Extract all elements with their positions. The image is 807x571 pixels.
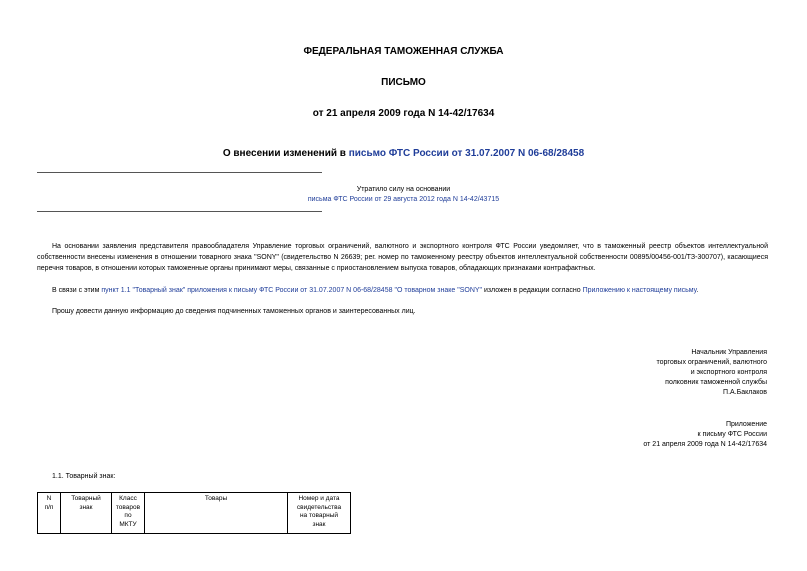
status-text: Утратило силу на основании — [356, 186, 451, 193]
section-title: 1.1. Товарный знак: — [52, 473, 116, 480]
body-paragraph-1: На основании заявления представителя правообладателя Управление торговых ограничений, валютного и экспортного контроля ФТС России уведомляет, что в таможенный реестр объектов интеллектуальной собственности внесены изменения в отношении товарного знака "SONY" (свидетельство N 26639; рег. номер по таможенному реестру объектов интеллектуальной собственности 00895/00456-001/ТЗ-300707), касающиеся перечня товаров, в отношении которых таможенные органы принимают меры, связанные с приостановлением выпуска товаров, обладающих признаками контрафактных. — [37, 243, 768, 272]
document-subject — [0, 148, 807, 159]
signature-line-3: и экспортного контроля — [690, 369, 767, 376]
appendix-line-2: к письму ФТС России — [697, 431, 767, 438]
p2-text-d: . — [696, 287, 699, 294]
header-cell-trademark: Товарный знак — [61, 493, 112, 534]
document-type: ПИСЬМО — [381, 77, 426, 88]
signature-block — [467, 348, 767, 398]
signature-line-2: торговых ограничений, валютного — [656, 359, 767, 366]
header-cell-goods: Товары — [145, 493, 288, 534]
status-link[interactable]: письма ФТС России от 29 августа 2012 года N 14-42/43715 — [307, 196, 500, 203]
appendix-line-1: Приложение — [725, 421, 767, 428]
trademark-table — [37, 492, 351, 534]
signature-line-1: Начальник Управления — [691, 349, 767, 356]
appendix-line-3: от 21 апреля 2009 года N 14-42/17634 — [643, 441, 767, 448]
agency-title: ФЕДЕРАЛЬНАЯ ТАМОЖЕННАЯ СЛУЖБА — [303, 46, 504, 57]
body-paragraph-2 — [37, 285, 768, 296]
p2-text-a: В связи с этим — [52, 287, 102, 294]
header-cell-class: Класс товаров по МКТУ — [112, 493, 145, 534]
p2-link-appendix[interactable]: Приложению к настоящему письму — [582, 287, 697, 294]
signature-line-5: П.А.Баклаков — [723, 389, 767, 396]
p2-text-c: изложен в редакции согласно — [482, 287, 583, 294]
subject-link[interactable]: письмо ФТС России от 31.07.2007 N 06-68/28458 — [348, 148, 585, 159]
appendix-block — [467, 420, 767, 450]
table-header-row — [38, 493, 351, 534]
signature-line-4: полковник таможенной службы — [665, 379, 767, 386]
status-divider-top — [37, 172, 322, 173]
status-divider-bottom — [37, 211, 322, 212]
subject-prefix: О внесении изменений в — [222, 148, 349, 159]
header-cell-certificate: Номер и дата свидетельства на товарный знак — [288, 493, 351, 534]
document-date-number: от 21 апреля 2009 года N 14-42/17634 — [312, 108, 495, 119]
p2-link-sony[interactable]: "О товарном знаке "SONY" — [394, 287, 483, 294]
p2-link-item[interactable]: пункт 1.1 "Товарный знак" приложения к письму ФТС России от 31.07.2007 N 06-68/28458 — [101, 287, 393, 294]
body-paragraph-3: Прошу довести данную информацию до сведения подчиненных таможенных органов и заинтересованных лиц. — [52, 308, 416, 315]
header-cell-number: N п/п — [38, 493, 61, 534]
